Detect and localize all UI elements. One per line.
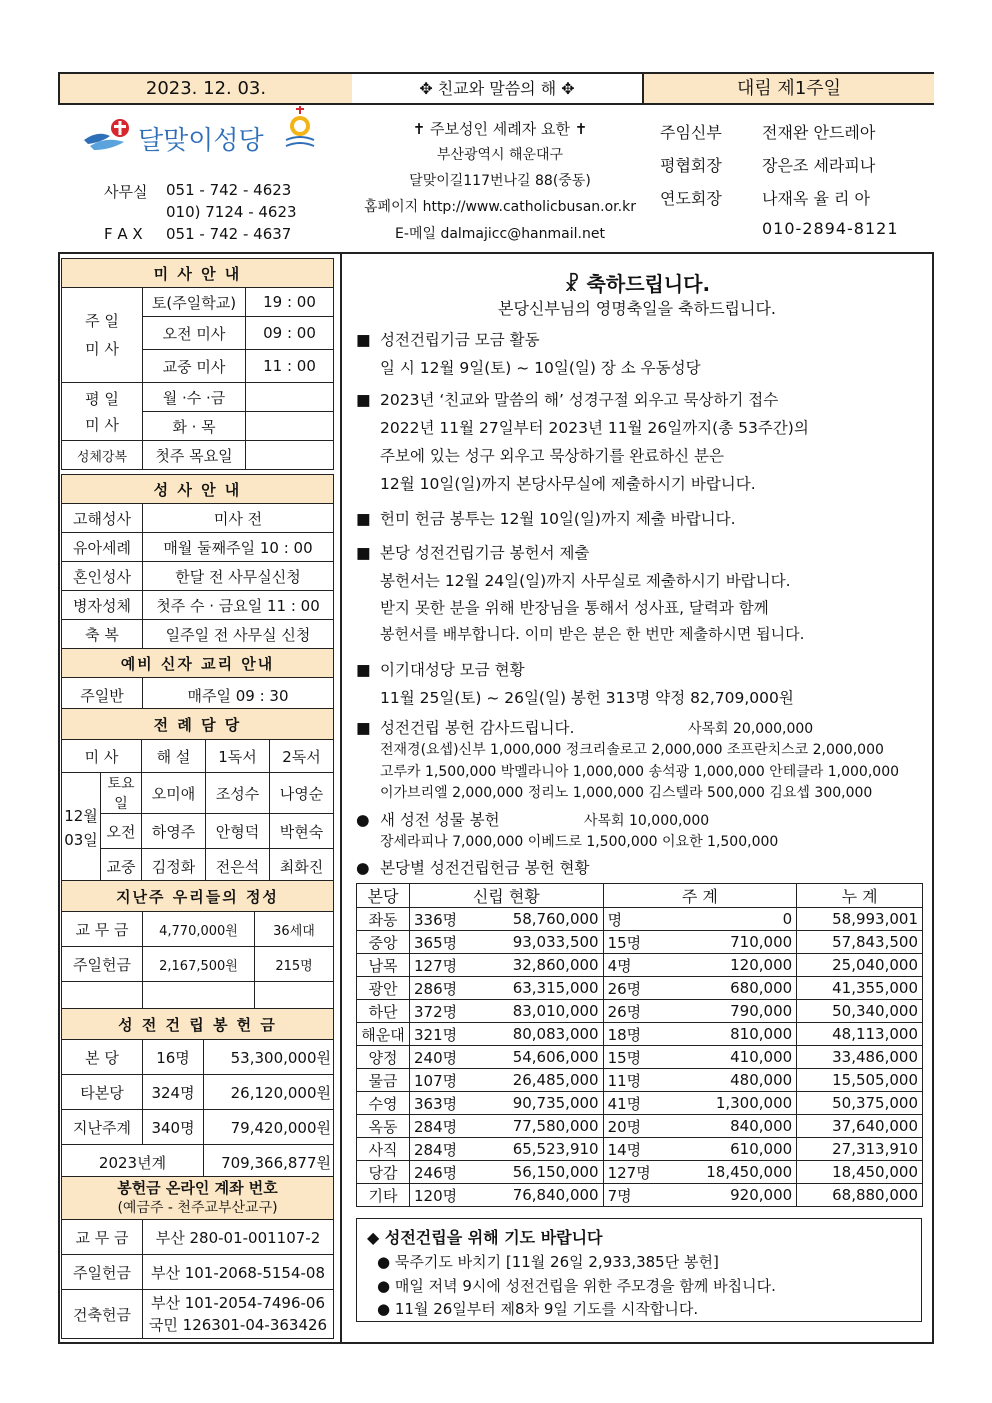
stats-parish: 좌동 <box>357 908 410 931</box>
stats-week-amount: 920,000 <box>672 1184 797 1207</box>
goods-line: 장세라피나 7,000,000 이베드로 1,500,000 이요한 1,500,000 <box>380 834 779 850</box>
stats-week-count: 4명 <box>603 954 671 977</box>
parish-fund-status-table <box>356 883 923 1207</box>
sacrament-title: 성 사 안 내 <box>62 475 334 504</box>
stats-parish: 당감 <box>357 1161 410 1184</box>
stats-row <box>357 1069 923 1092</box>
stats-parish: 옥동 <box>357 1115 410 1138</box>
stats-pledge: 26,485,000 <box>478 1069 603 1092</box>
sacrament-label: 고해성사 <box>62 504 143 533</box>
dot-bullet-icon: ● <box>356 859 370 877</box>
address-line-1: 부산광역시 해운대구 <box>436 147 564 163</box>
fax-label: F A X <box>104 225 143 243</box>
weekday-mass-name: 화 · 목 <box>143 412 246 441</box>
accounts-table <box>61 1176 334 1339</box>
stats-pledge: 76,840,000 <box>478 1184 603 1207</box>
stats-parish: 사직 <box>357 1138 410 1161</box>
stats-week-amount: 0 <box>672 908 797 931</box>
liturgy-reader1: 전은석 <box>206 849 270 884</box>
building-fund-label: 지난주계 <box>62 1110 143 1145</box>
building-fund-label: 타본당 <box>62 1075 143 1110</box>
liturgy-reader2: 나영순 <box>270 773 334 814</box>
building-account-numbers: 부산 101-2054-7496-06 국민 126301-04-363426 <box>143 1290 334 1339</box>
adoration-value: 첫주 목요일 <box>143 441 246 470</box>
stats-row <box>357 931 923 954</box>
stats-applicants: 321명 <box>410 1023 478 1046</box>
liturgy-table <box>61 708 334 884</box>
mass-schedule-table <box>61 258 334 470</box>
offering-amount: 2,167,500원 <box>143 947 255 982</box>
stats-week-count: 11명 <box>603 1069 671 1092</box>
building-fund-count: 340명 <box>143 1110 204 1145</box>
stats-pledge: 32,860,000 <box>478 954 603 977</box>
offering-table <box>61 880 334 1011</box>
dove-icon <box>80 112 140 156</box>
liturgy-mass: 교중 <box>101 849 142 884</box>
stats-week-count: 26명 <box>603 977 671 1000</box>
stats-week-amount: 790,000 <box>672 1000 797 1023</box>
stats-pledge: 77,580,000 <box>478 1115 603 1138</box>
liturgy-col-reading2: 2독서 <box>270 740 334 773</box>
stats-cumulative: 68,880,000 <box>797 1184 923 1207</box>
offering-count: 36세대 <box>255 912 334 947</box>
stats-row <box>357 1092 923 1115</box>
account-number: 부산 101-2068-5154-08 <box>143 1255 334 1290</box>
stats-week-count: 7명 <box>603 1184 671 1207</box>
stats-cumulative: 18,450,000 <box>797 1161 923 1184</box>
parish-name: 달맞이성당 <box>138 126 264 156</box>
stats-header: 본당 <box>357 884 410 908</box>
stats-applicants: 365명 <box>410 931 478 954</box>
square-bullet-icon: ■ <box>356 661 371 679</box>
dot-bullet-icon: ● <box>377 1253 391 1271</box>
stats-applicants: 286명 <box>410 977 478 1000</box>
sunday-mass-label: 주 일 미 사 <box>62 288 143 383</box>
offering-label: 주일헌금 <box>62 947 143 982</box>
sunday-mass-time: 09 : 00 <box>246 317 334 350</box>
stats-week-count: 15명 <box>603 931 671 954</box>
stats-parish: 물금 <box>357 1069 410 1092</box>
prayer-item: ● 매일 저녁 9시에 성전건립을 위한 주모경을 함께 바칩니다. <box>377 1277 776 1295</box>
stats-row <box>357 1046 923 1069</box>
sacrament-label: 혼인성사 <box>62 562 143 591</box>
notice-line: 일 시 12월 9일(토) ~ 10일(일) 장 소 우동성당 <box>380 359 701 377</box>
catechism-title: 예비 신자 교리 안내 <box>62 649 334 678</box>
sunday-mass-name: 오전 미사 <box>143 317 246 350</box>
status-head: ● 본당별 성전건립헌금 봉헌 현황 <box>356 859 590 877</box>
sacrament-value: 한달 전 사무실신청 <box>143 562 334 591</box>
sacrament-value: 매월 둘째주일 10 : 00 <box>143 533 334 562</box>
bulletin-date: 2023. 12. 03. <box>60 74 354 103</box>
staff-name-2: 장은조 세라피나 <box>762 156 876 175</box>
stats-week-amount: 680,000 <box>672 977 797 1000</box>
notice-line: 2022년 11월 27일부터 2023년 11월 26일까지(총 53주간)의 <box>380 419 809 437</box>
stats-cumulative: 15,505,000 <box>797 1069 923 1092</box>
stats-applicants: 127명 <box>410 954 478 977</box>
stats-parish: 중앙 <box>357 931 410 954</box>
sacrament-value: 일주일 전 사무실 신청 <box>143 620 334 649</box>
stats-applicants: 363명 <box>410 1092 478 1115</box>
dot-bullet-icon: ● <box>356 811 370 829</box>
phone-label: 사무실 <box>104 183 148 201</box>
stats-parish: 수영 <box>357 1092 410 1115</box>
stats-pledge: 58,760,000 <box>478 908 603 931</box>
stats-parish: 기타 <box>357 1184 410 1207</box>
liturgy-reader1: 안형덕 <box>206 814 270 849</box>
address-line-2: 달맞이길117번나길 88(중동) <box>409 173 591 189</box>
stats-parish: 해운대 <box>357 1023 410 1046</box>
stats-week-amount: 610,000 <box>672 1138 797 1161</box>
stats-week-amount: 120,000 <box>672 954 797 977</box>
building-fund-title: 성 전 건 립 봉 헌 금 <box>62 1009 334 1040</box>
stats-week-count: 명 <box>603 908 671 931</box>
liturgy-col-mass: 미 사 <box>62 740 142 773</box>
stats-row <box>357 954 923 977</box>
liturgy-date: 12월 03일 <box>62 773 101 884</box>
offering-amount: 4,770,000원 <box>143 912 255 947</box>
stats-row <box>357 1023 923 1046</box>
offering-count: 215명 <box>255 947 334 982</box>
stats-row <box>357 1138 923 1161</box>
weekday-mass-name: 월 ·수 ·금 <box>143 383 246 412</box>
stats-week-amount: 810,000 <box>672 1023 797 1046</box>
staff-name-1: 전재완 안드레아 <box>762 123 876 142</box>
weekday-mass-time <box>246 383 334 412</box>
notice-item: ■ 본당 성전건립기금 봉헌서 제출 <box>356 544 590 562</box>
thanks-council: 사목회 20,000,000 <box>688 721 814 737</box>
stats-cumulative: 33,486,000 <box>797 1046 923 1069</box>
liturgy-reader2: 박현숙 <box>270 814 334 849</box>
prayer-box <box>356 1218 922 1322</box>
catechism-label: 주일반 <box>62 678 143 713</box>
liturgy-commentator: 김정화 <box>142 849 206 884</box>
liturgy-mass: 토요일 <box>101 773 142 814</box>
stats-pledge: 65,523,910 <box>478 1138 603 1161</box>
stats-row <box>357 1000 923 1023</box>
homepage-link[interactable]: 홈페이지 http://www.catholicbusan.or.kr <box>364 199 636 215</box>
staff-phone: 010-2894-8121 <box>762 219 899 238</box>
stats-applicants: 246명 <box>410 1161 478 1184</box>
stats-week-count: 18명 <box>603 1023 671 1046</box>
stats-pledge: 80,083,000 <box>478 1023 603 1046</box>
building-fund-amount: 53,300,000원 <box>204 1040 334 1075</box>
stats-applicants: 284명 <box>410 1138 478 1161</box>
stats-row <box>357 977 923 1000</box>
stats-row <box>357 1184 923 1207</box>
square-bullet-icon: ■ <box>356 719 371 737</box>
staff-name-3: 나재옥 율 리 아 <box>762 189 870 208</box>
moon-emblem-icon <box>282 106 322 156</box>
building-fund-count: 16명 <box>143 1040 204 1075</box>
email-address[interactable]: E-메일 dalmajicc@hanmail.net <box>395 226 605 242</box>
stats-week-amount: 480,000 <box>672 1069 797 1092</box>
staff-role-1: 주임신부 <box>660 123 722 142</box>
sacrament-label: 축 복 <box>62 620 143 649</box>
stats-cumulative: 50,340,000 <box>797 1000 923 1023</box>
liturgy-title: 전 례 담 당 <box>62 709 334 740</box>
stats-applicants: 336명 <box>410 908 478 931</box>
stats-week-amount: 840,000 <box>672 1115 797 1138</box>
stats-pledge: 54,606,000 <box>478 1046 603 1069</box>
stats-parish: 남목 <box>357 954 410 977</box>
stats-week-count: 26명 <box>603 1000 671 1023</box>
account-label: 주일헌금 <box>62 1255 143 1290</box>
notice-line: 봉헌서를 배부합니다. 이미 받은 분은 한 번만 제출하시면 됩니다. <box>380 625 805 643</box>
sunday-mass-time: 11 : 00 <box>246 350 334 383</box>
square-bullet-icon: ■ <box>356 510 371 528</box>
catechism-value: 매주일 09 : 30 <box>143 678 334 713</box>
stats-cumulative: 27,313,910 <box>797 1138 923 1161</box>
building-fund-table <box>61 1008 334 1180</box>
building-fund-label: 본 당 <box>62 1040 143 1075</box>
prayer-title: ◆ 성전건립을 위해 기도 바랍니다 <box>367 1228 603 1247</box>
stats-applicants: 240명 <box>410 1046 478 1069</box>
mass-title: 미 사 안 내 <box>62 259 334 288</box>
offering-label: 교 무 금 <box>62 912 143 947</box>
adoration-label: 성체강복 <box>62 441 143 470</box>
offering-title: 지난주 우리들의 정성 <box>62 881 334 912</box>
building-fund-amount: 26,120,000원 <box>204 1075 334 1110</box>
thanks-line: 고루카 1,500,000 박멜라니아 1,000,000 송석광 1,000,000 안테클라 1,000,000 <box>380 764 900 780</box>
notice-line: 봉헌서는 12월 24일(일)까지 사무실로 제출하시기 바랍니다. <box>380 572 791 590</box>
sunday-mass-name: 토(주일학교) <box>143 288 246 317</box>
square-bullet-icon: ■ <box>356 331 371 349</box>
stats-pledge: 93,033,500 <box>478 931 603 954</box>
account-number: 부산 280-01-001107-2 <box>143 1220 334 1255</box>
office-mobile: 010) 7124 - 4623 <box>166 203 297 221</box>
staff-role-3: 연도회장 <box>660 189 722 208</box>
square-bullet-icon: ■ <box>356 544 371 562</box>
notice-item: ■ 성전건립기금 모금 활동 <box>356 331 540 349</box>
stats-cumulative: 25,040,000 <box>797 954 923 977</box>
weekday-mass-label: 평 일 미 사 <box>62 383 143 441</box>
stats-applicants: 284명 <box>410 1115 478 1138</box>
stats-week-count: 41명 <box>603 1092 671 1115</box>
fax-number: 051 - 742 - 4637 <box>166 225 292 243</box>
year-total-label: 2023년계 <box>62 1145 204 1180</box>
stats-week-amount: 1,300,000 <box>672 1092 797 1115</box>
sacrament-value: 미사 전 <box>143 504 334 533</box>
stats-parish: 양정 <box>357 1046 410 1069</box>
sunday-mass-time: 19 : 00 <box>246 288 334 317</box>
stats-cumulative: 37,640,000 <box>797 1115 923 1138</box>
stats-applicants: 120명 <box>410 1184 478 1207</box>
notice-item: ■ 2023년 ‘친교와 말씀의 해’ 성경구절 외우고 묵상하기 접수 <box>356 391 779 409</box>
liturgy-col-commentary: 해 설 <box>142 740 206 773</box>
prayer-item: ● 묵주기도 바치기 [11월 26일 2,933,385단 봉헌] <box>377 1253 719 1271</box>
sacrament-table <box>61 474 334 713</box>
notice-line: 12월 10일(일)까지 본당사무실에 제출하시기 바랍니다. <box>380 475 756 493</box>
staff-role-2: 평협회장 <box>660 156 722 175</box>
sacrament-value: 첫주 수 · 금요일 11 : 00 <box>143 591 334 620</box>
year-theme: ✥ 친교와 말씀의 해 ✥ <box>352 74 642 103</box>
stats-pledge: 56,150,000 <box>478 1161 603 1184</box>
dot-bullet-icon: ● <box>377 1300 391 1318</box>
liturgical-week: 대림 제1주일 <box>642 74 934 103</box>
parish-logo <box>80 112 330 162</box>
stats-applicants: 107명 <box>410 1069 478 1092</box>
notice-item: ■ 헌미 헌금 봉투는 12월 10일(일)까지 제출 바랍니다. <box>356 510 736 528</box>
sacrament-label: 병자성체 <box>62 591 143 620</box>
stats-week-amount: 710,000 <box>672 931 797 954</box>
celebration-title: ☧ 축하드립니다. <box>563 272 711 296</box>
sunday-mass-name: 교중 미사 <box>143 350 246 383</box>
thanks-head: ■ 성전건립 봉헌 감사드립니다. <box>356 719 575 737</box>
notice-line: 11월 25일(토) ~ 26일(일) 봉헌 313명 약정 82,709,000원 <box>380 689 794 707</box>
sacrament-label: 유아세례 <box>62 533 143 562</box>
account-label: 교 무 금 <box>62 1220 143 1255</box>
stats-row <box>357 908 923 931</box>
notice-line: 받지 못한 분을 위해 반장님을 통해서 성사표, 달력과 함께 <box>380 599 769 617</box>
stats-pledge: 63,315,000 <box>478 977 603 1000</box>
liturgy-reader1: 조성수 <box>206 773 270 814</box>
liturgy-mass: 오전 <box>101 814 142 849</box>
goods-council: 사목회 10,000,000 <box>584 813 710 829</box>
stats-parish: 광안 <box>357 977 410 1000</box>
stats-week-count: 15명 <box>603 1046 671 1069</box>
stats-cumulative: 41,355,000 <box>797 977 923 1000</box>
stats-cumulative: 57,843,500 <box>797 931 923 954</box>
column-divider <box>340 252 342 1344</box>
account-label: 건축헌금 <box>62 1290 143 1339</box>
stats-cumulative: 58,993,001 <box>797 908 923 931</box>
stats-week-amount: 410,000 <box>672 1046 797 1069</box>
notice-line: 주보에 있는 성구 외우고 묵상하기를 완료하신 분은 <box>380 447 724 465</box>
liturgy-reader2: 최화진 <box>270 849 334 884</box>
stats-header: 주 계 <box>603 884 797 908</box>
building-fund-amount: 79,420,000원 <box>204 1110 334 1145</box>
stats-pledge: 90,735,000 <box>478 1092 603 1115</box>
thanks-line: 이가브리엘 2,000,000 정리노 1,000,000 김스텔라 500,000 김요셉 300,000 <box>380 785 873 801</box>
stats-cumulative: 50,375,000 <box>797 1092 923 1115</box>
stats-applicants: 372명 <box>410 1000 478 1023</box>
stats-parish: 하단 <box>357 1000 410 1023</box>
thanks-line: 전재경(요셉)신부 1,000,000 정크리솔로고 2,000,000 조프란치스코 2,000,000 <box>380 742 884 758</box>
dot-bullet-icon: ● <box>377 1277 391 1295</box>
prayer-item: ● 11월 26일부터 제8차 9일 기도를 시작합니다. <box>377 1300 699 1318</box>
stats-row <box>357 1161 923 1184</box>
stats-row <box>357 1115 923 1138</box>
stats-week-count: 20명 <box>603 1115 671 1138</box>
year-total-amount: 709,366,877원 <box>204 1145 334 1180</box>
celebration-subtitle: 본당신부님의 영명축일을 축하드립니다. <box>497 299 776 318</box>
liturgy-commentator: 오미애 <box>142 773 206 814</box>
stats-week-count: 127명 <box>603 1161 671 1184</box>
accounts-title: 봉헌금 온라인 계좌 번호 (예금주 - 천주교부산교구) <box>62 1177 334 1220</box>
office-phone: 051 - 742 - 4623 <box>166 181 292 199</box>
stats-week-amount: 18,450,000 <box>672 1161 797 1184</box>
square-bullet-icon: ■ <box>356 391 371 409</box>
patron-saint: ✝ 주보성인 세례자 요한 ✝ <box>412 120 588 138</box>
weekday-mass-time <box>246 412 334 441</box>
stats-cumulative: 48,113,000 <box>797 1023 923 1046</box>
notice-item: ■ 이기대성당 모금 현황 <box>356 661 525 679</box>
liturgy-col-reading1: 1독서 <box>206 740 270 773</box>
header-bar <box>58 72 934 105</box>
stats-week-count: 14명 <box>603 1138 671 1161</box>
stats-header: 신립 현황 <box>410 884 604 908</box>
stats-header: 누 계 <box>797 884 923 908</box>
building-fund-count: 324명 <box>143 1075 204 1110</box>
goods-head: ● 새 성전 성물 봉헌 <box>356 811 500 829</box>
liturgy-commentator: 하영주 <box>142 814 206 849</box>
stats-pledge: 83,010,000 <box>478 1000 603 1023</box>
